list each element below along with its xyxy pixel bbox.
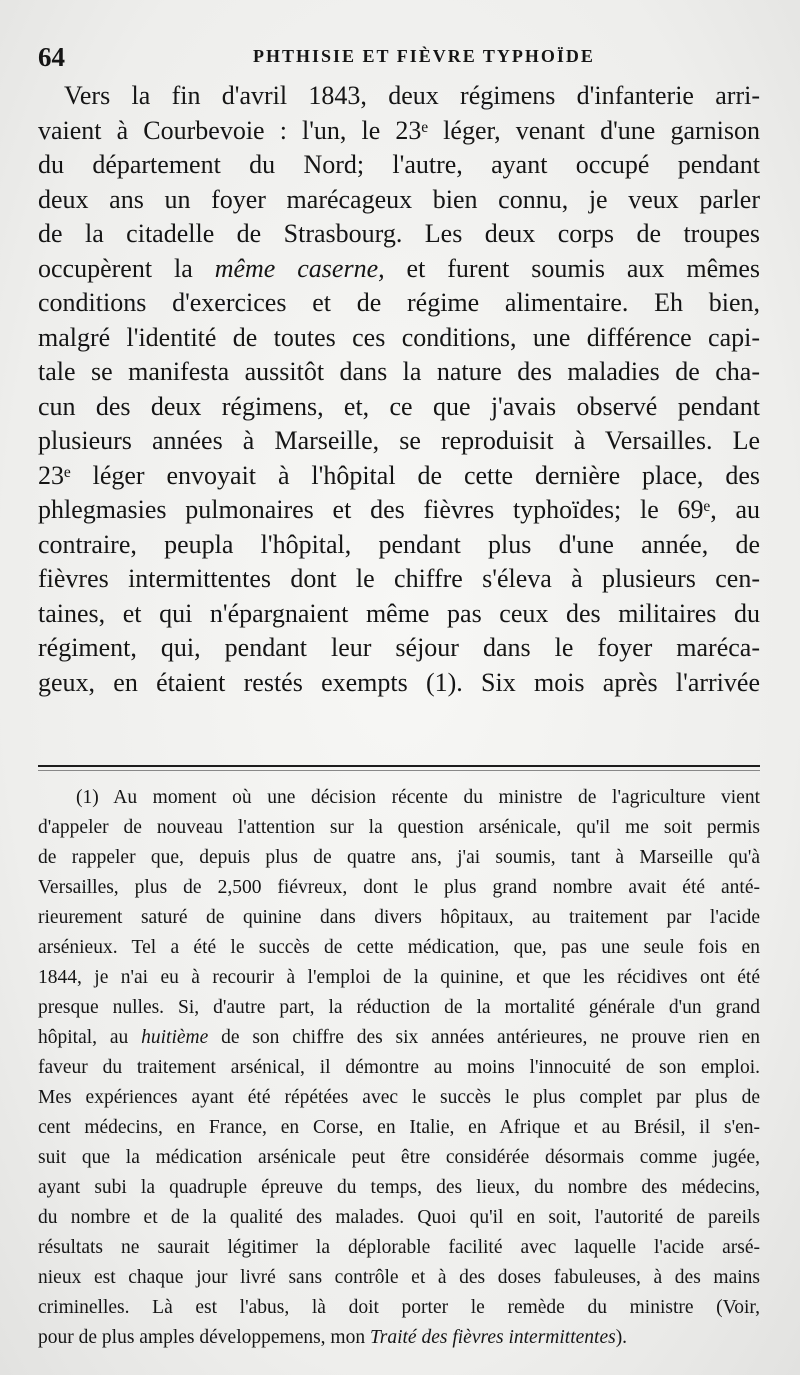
italic-text: même caserne,	[214, 253, 385, 283]
page-number: 64	[38, 42, 65, 72]
text-segment: de son chiffre des six années antérieures, ne prouve rien en	[208, 1027, 760, 1048]
footnote-line: du nombre et de la qualité des malades. Quoi qu'il en soit, l'autorité de pareils	[38, 1207, 760, 1228]
footnote-line: criminelles. Là est l'abus, là doit porter le remède du ministre (Voir,	[38, 1297, 760, 1318]
text-line: tale se manifesta aussitôt dans la nature des maladies de cha-	[38, 357, 760, 386]
footnote-separator	[38, 765, 760, 767]
text-line: deux ans un foyer marécageux bien connu, je veux parler	[38, 184, 760, 214]
text-line: contraire, peupla l'hôpital, pendant plus d'une année, de	[38, 529, 760, 559]
footnote-line: Versailles, plus de 2,500 fiévreux, dont le plus grand nombre avait été anté-	[38, 877, 760, 898]
footnote-line: faveur du traitement arsénical, il démontre au moins l'innocuité de son emploi.	[38, 1057, 760, 1078]
text-line: fièvres intermittentes dont le chiffre s'éleva à plusieurs cen-	[38, 564, 760, 593]
text-line: Vers la fin d'avril 1843, deux régimens d'infanterie arri-	[64, 81, 760, 110]
text-line: geux, en étaient restés exempts (1). Six mois après l'arrivée	[38, 667, 760, 697]
text-segment: hôpital, au	[38, 1027, 142, 1048]
footnote-line: résultats ne saurait légitimer la déplorable facilité avec laquelle l'acide arsé-	[38, 1237, 760, 1258]
footnote	[38, 783, 760, 1353]
text-line: plusieurs années à Marseille, se reproduisit à Versailles. Le	[38, 426, 760, 455]
footnote-line: cent médecins, en France, en Corse, en Italie, en Afrique et au Brésil, il s'en-	[38, 1117, 760, 1138]
footnote-line: suit que la médication arsénicale peut être considérée désormais comme jugée,	[38, 1147, 760, 1168]
footnote-line: nieux est chaque jour livré sans contrôle et à des doses fabuleuses, à des mains	[38, 1267, 760, 1288]
footnote-line-with-italic	[38, 1023, 760, 1053]
text-line: du département du Nord; l'autre, ayant occupé pendant	[38, 150, 760, 179]
text-line: conditions d'exercices et de régime alimentaire. Eh bien,	[38, 288, 760, 317]
main-text	[38, 79, 760, 700]
footnote-separator-thin	[38, 770, 760, 771]
running-title: PHTHISIE ET FIÈVRE TYPHOÏDE	[253, 46, 595, 66]
text-line: phlegmasies pulmonaires et des fièvres typhoïdes; le 69ᵉ, au	[38, 495, 760, 524]
italic-text: Traité des fièvres intermittentes	[369, 1327, 616, 1348]
footnote-line: arsénieux. Tel a été le succès de cette médication, que, pas une seule fois en	[38, 937, 760, 958]
page-header	[38, 42, 760, 76]
footnote-line: d'appeler de nouveau l'attention sur la question arsénicale, qu'il me soit permis	[38, 817, 760, 838]
footnote-line-with-italic	[38, 1323, 760, 1353]
text-segment: ).	[615, 1327, 628, 1348]
italic-text: huitième	[141, 1027, 209, 1048]
footnote-line: de rappeler que, depuis plus de quatre ans, j'ai soumis, tant à Marseille qu'à	[38, 847, 760, 868]
text-line: malgré l'identité de toutes ces conditions, une différence capi-	[38, 322, 760, 352]
footnote-line: Mes expériences ayant été répétées avec le succès le plus complet par plus de	[38, 1087, 760, 1108]
footnote-line: rieurement saturé de quinine dans divers hôpitaux, au traitement par l'acide	[38, 907, 760, 928]
text-segment: et furent soumis aux mêmes	[384, 253, 761, 283]
text-line: 23ᵉ léger envoyait à l'hôpital de cette dernière place, des	[38, 460, 760, 490]
text-line: régiment, qui, pendant leur séjour dans le foyer maréca-	[38, 633, 760, 662]
text-line: cun des deux régimens, et, ce que j'avais observé pendant	[38, 391, 760, 421]
text-line: taines, et qui n'épargnaient même pas ceux des militaires du	[38, 598, 760, 628]
footnote-line: (1) Au moment où une décision récente du ministre de l'agriculture vient	[76, 787, 760, 808]
footnote-line: presque nulles. Si, d'autre part, la réduction de la mortalité générale d'un grand	[38, 997, 760, 1018]
text-segment: occupèrent la	[38, 253, 215, 283]
text-segment: pour de plus amples développemens, mon	[38, 1327, 370, 1348]
text-line-with-italic	[38, 252, 760, 287]
footnote-line: 1844, je n'ai eu à recourir à l'emploi de la quinine, et que les récidives ont été	[38, 967, 760, 988]
footnote-line: ayant subi la quadruple épreuve du temps, des lieux, du nombre des médecins,	[38, 1177, 760, 1198]
text-line: de la citadelle de Strasbourg. Les deux corps de troupes	[38, 219, 760, 248]
text-line: vaient à Courbevoie : l'un, le 23ᵉ léger, venant d'une garnison	[38, 115, 760, 145]
